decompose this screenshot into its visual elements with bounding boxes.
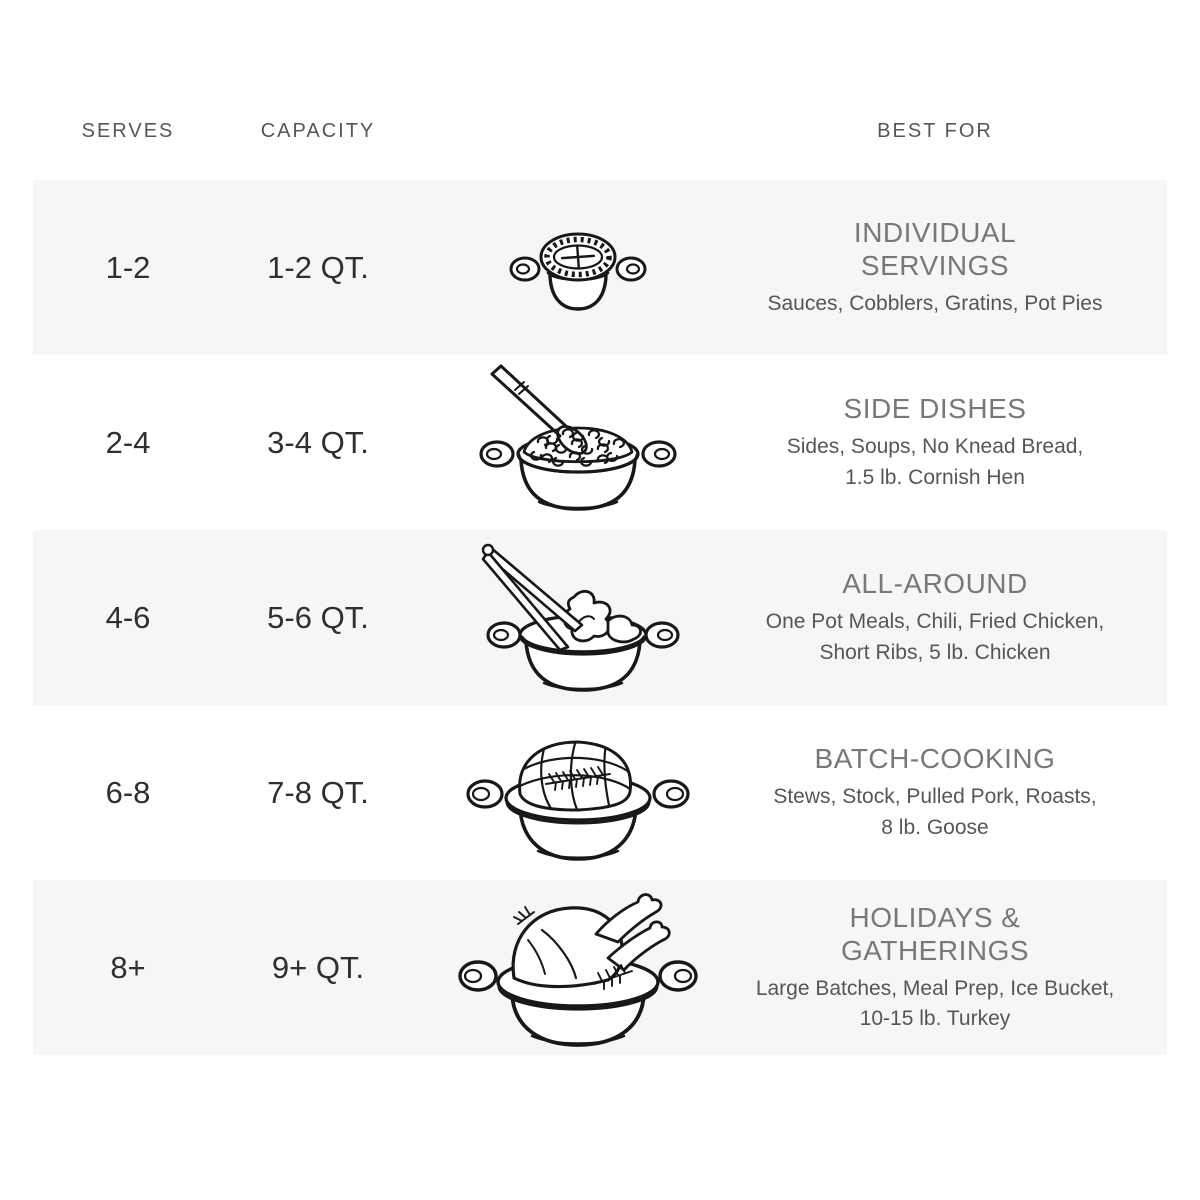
pot-pie-cocotte-icon — [498, 213, 658, 323]
best-for-description — [743, 432, 1127, 493]
table-row — [33, 705, 1167, 880]
best-for-title — [743, 216, 1127, 282]
best-for-cell — [743, 567, 1167, 668]
illustration-cell — [413, 880, 743, 1055]
table-header-row — [33, 120, 1167, 143]
best-for-description-line: Stews, Stock, Pulled Pork, Roasts, — [773, 785, 1097, 809]
best-for-description-line: 10-15 lb. Turkey — [859, 1007, 1011, 1031]
best-for-title — [743, 567, 1127, 600]
illustration-cell — [413, 530, 743, 705]
table-body — [33, 180, 1167, 1055]
best-for-title-line: HOLIDAYS & — [849, 901, 1021, 933]
best-for-description — [743, 607, 1127, 668]
serves-value: 4-6 — [105, 599, 151, 635]
serves-value: 2-4 — [105, 424, 151, 460]
best-for-title-line: INDIVIDUAL — [853, 216, 1017, 248]
serves-value: 6-8 — [105, 774, 151, 810]
best-for-title — [743, 392, 1127, 425]
serves-value: 1-2 — [105, 249, 151, 285]
best-for-title — [743, 901, 1127, 967]
table-row — [33, 530, 1167, 705]
capacity-value: 1-2 QT. — [267, 249, 369, 285]
best-for-title-line: SERVINGS — [860, 249, 1010, 281]
best-for-cell — [743, 901, 1167, 1035]
illustration-cell — [413, 355, 743, 530]
pot-tongs-fried-chicken-icon — [458, 533, 698, 703]
best-for-cell — [743, 742, 1167, 843]
illustration-cell — [413, 180, 743, 355]
best-for-title-line: BATCH-COOKING — [814, 743, 1056, 775]
best-for-header: BEST FOR — [877, 120, 993, 142]
best-for-description-line: Short Ribs, 5 lb. Chicken — [819, 640, 1051, 664]
illustration-cell — [413, 705, 743, 880]
best-for-description-line: Sides, Soups, No Knead Bread, — [786, 435, 1084, 459]
best-for-title-line: ALL-AROUND — [842, 568, 1028, 600]
best-for-title-line: SIDE DISHES — [843, 393, 1027, 425]
best-for-title — [743, 742, 1127, 775]
capacity-value: 7-8 QT. — [267, 774, 369, 810]
pot-netted-roast-icon — [458, 718, 698, 868]
table-row — [33, 355, 1167, 530]
best-for-description-line: One Pot Meals, Chili, Fried Chicken, — [765, 610, 1105, 634]
best-for-description-line: 8 lb. Goose — [881, 815, 989, 839]
table-row — [33, 180, 1167, 355]
best-for-description-line: Sauces, Cobblers, Gratins, Pot Pies — [767, 291, 1103, 315]
best-for-title-line: GATHERINGS — [840, 934, 1030, 966]
pot-whole-turkey-icon — [448, 878, 708, 1058]
best-for-description-line: 1.5 lb. Cornish Hen — [845, 465, 1025, 489]
serves-header: SERVES — [81, 120, 175, 142]
icon-header-spacer — [413, 120, 743, 143]
capacity-header: CAPACITY — [260, 120, 376, 142]
best-for-description — [743, 289, 1127, 319]
pot-spoon-macaroni-icon — [468, 358, 688, 528]
best-for-cell — [743, 392, 1167, 493]
table-row — [33, 880, 1167, 1055]
best-for-description-line: Large Batches, Meal Prep, Ice Bucket, — [755, 976, 1115, 1000]
serves-value: 8+ — [110, 949, 146, 985]
capacity-value: 5-6 QT. — [267, 599, 369, 635]
capacity-value: 9+ QT. — [271, 949, 365, 985]
capacity-value: 3-4 QT. — [267, 424, 369, 460]
best-for-description — [743, 782, 1127, 843]
best-for-cell — [743, 216, 1167, 320]
best-for-description — [743, 974, 1127, 1035]
